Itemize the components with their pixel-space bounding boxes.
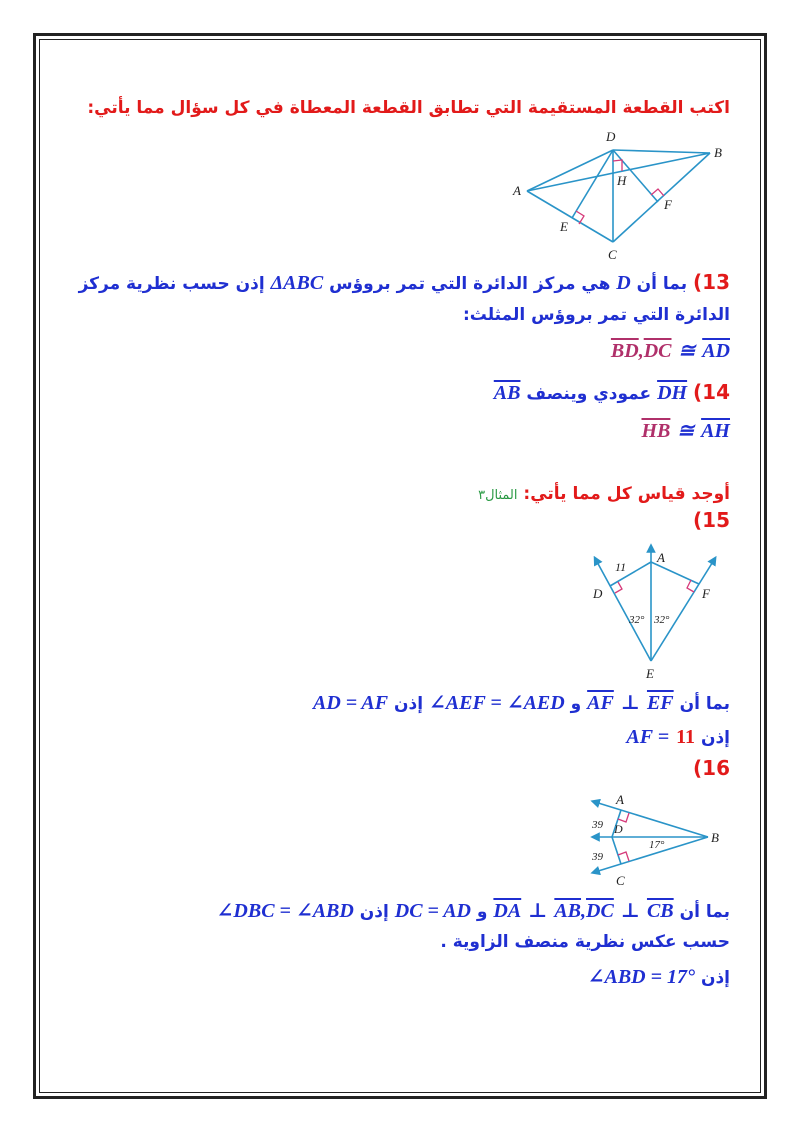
fig1-label-e: E <box>560 219 568 234</box>
q14-text: عمودي وينصف <box>526 384 652 404</box>
q14-answer-ah: $\overline{AH}$ <box>701 420 730 442</box>
q13-answer-bd: $\overline{BD}$ <box>610 340 639 362</box>
section2-example-ref: المثال٣ <box>478 488 518 503</box>
section2-heading <box>478 484 730 504</box>
q15-result-equality: AD = AF <box>312 692 389 714</box>
q16-segment-cb: $\overline{CB}$ <box>646 900 674 922</box>
q15-then: إذن <box>394 694 424 714</box>
q13-text-circle: هي مركز الدائرة التي تمر بروؤس <box>329 274 611 294</box>
q14-answer-hb: $\overline{HB}$ <box>641 420 671 442</box>
figure-15-angle-diagram <box>578 540 728 682</box>
q16-fig-angle: 17° <box>649 839 665 851</box>
q15-line2 <box>626 724 730 749</box>
section2-heading-text: أوجد قياس كل مما يأتي: <box>523 484 730 504</box>
q16-fig-label-a: A <box>616 792 624 807</box>
q15-text-given: بما أن <box>679 694 730 714</box>
fig1-label-b: B <box>714 145 722 160</box>
q16-then: إذن <box>359 902 389 922</box>
q15-af-value: 11 <box>676 726 696 748</box>
q16-text-given: بما أن <box>679 902 730 922</box>
q15-angle-equality: ∠AEF = ∠AED <box>429 692 565 714</box>
q16-segment-da: $\overline{DA}$ <box>493 900 522 922</box>
q15-and: و <box>570 694 582 714</box>
q16-fig-label-b: B <box>711 830 719 845</box>
figure-16-bisector-diagram <box>585 790 730 890</box>
q16-line2 <box>440 932 730 952</box>
q14-line1 <box>494 380 730 405</box>
q15-number: (15 <box>693 508 730 532</box>
figure-1-kite-diagram <box>505 125 735 267</box>
q16-line3-then: إذن <box>700 968 730 988</box>
fig1-label-c: C <box>608 247 617 262</box>
q16-comma: , <box>581 900 587 922</box>
q14-number: 14) <box>693 380 730 404</box>
q16-final-answer: ∠ABD = 17° <box>587 966 696 988</box>
q16-perp-2: ⊥ <box>620 900 640 922</box>
q13-text-given: بما أن <box>636 274 688 294</box>
q13-line2 <box>463 305 730 325</box>
q16-fig-label-d: D <box>614 822 623 836</box>
q13-text-theorem: إذن حسب نظرية مركز <box>78 274 265 294</box>
q15-perp: ⊥ <box>620 692 640 714</box>
q16-text-converse: حسب عكس نظرية منصف الزاوية . <box>440 932 730 952</box>
q13-var-d: D <box>616 272 631 294</box>
q16-fig-bottom-len: 39 <box>592 851 603 863</box>
q16-segment-dc: $\overline{DC}$ <box>586 900 614 922</box>
q15-fig-angle-left: 32° <box>629 614 645 626</box>
q15-fig-angle-right: 32° <box>654 614 670 626</box>
q13-answer <box>611 338 730 363</box>
q16-number: (16 <box>693 756 730 780</box>
q13-triangle: ΔABC <box>270 272 324 294</box>
q14-answer <box>641 418 730 443</box>
q15-segment-af: $\overline{AF}$ <box>587 692 614 714</box>
fig1-label-a: A <box>513 183 521 198</box>
q16-perp-1: ⊥ <box>528 900 548 922</box>
q14-answer-congruent: ≅ <box>677 420 695 442</box>
q15-af-label: AF = <box>626 726 670 748</box>
q13-answer-congruent: ≅ <box>678 340 696 362</box>
section1-heading-text: اكتب القطعة المستقيمة التي تطابق القطعة المعطاة في كل سؤال مما يأتي: <box>87 98 730 118</box>
q16-fig-top-len: 39 <box>592 819 603 831</box>
q16-line1 <box>217 898 730 923</box>
q13-line1 <box>79 270 730 295</box>
q15-number-line <box>693 508 730 532</box>
q14-segment-dh: DH <box>657 382 688 404</box>
q16-fig-label-c: C <box>616 873 625 888</box>
q15-line2-then: إذن <box>700 728 730 748</box>
fig1-label-d: D <box>606 129 616 144</box>
q15-fig-label-f: F <box>702 586 710 601</box>
q15-line1 <box>313 690 730 715</box>
q15-segment-ef: $\overline{EF}$ <box>646 692 674 714</box>
q14-segment-ab: AB <box>493 382 521 404</box>
fig1-label-f: F <box>664 197 672 212</box>
q16-and: و <box>476 902 488 922</box>
q13-answer-ad: $\overline{AD}$ <box>702 340 730 362</box>
q16-number-line <box>693 756 730 780</box>
q16-angle-equality: ∠DBC = ∠ABD <box>216 900 354 922</box>
q16-segment-ab: $\overline{AB}$ <box>554 900 582 922</box>
fig1-label-h: H <box>617 173 627 188</box>
q16-line3 <box>588 964 730 989</box>
q13-answer-dc: $\overline{DC}$ <box>643 340 672 362</box>
q15-fig-label-a: A <box>657 550 665 565</box>
q16-equality: DC = AD <box>394 900 471 922</box>
q13-number: 13) <box>693 270 730 294</box>
q15-fig-side-11: 11 <box>615 560 627 574</box>
section1-heading <box>87 98 730 118</box>
q13-text-vertices: الدائرة التي تمر بروؤس المثلث: <box>462 305 730 325</box>
q13-answer-comma: , <box>638 340 644 362</box>
q15-fig-label-e: E <box>646 666 654 681</box>
q15-fig-label-d: D <box>593 586 603 601</box>
